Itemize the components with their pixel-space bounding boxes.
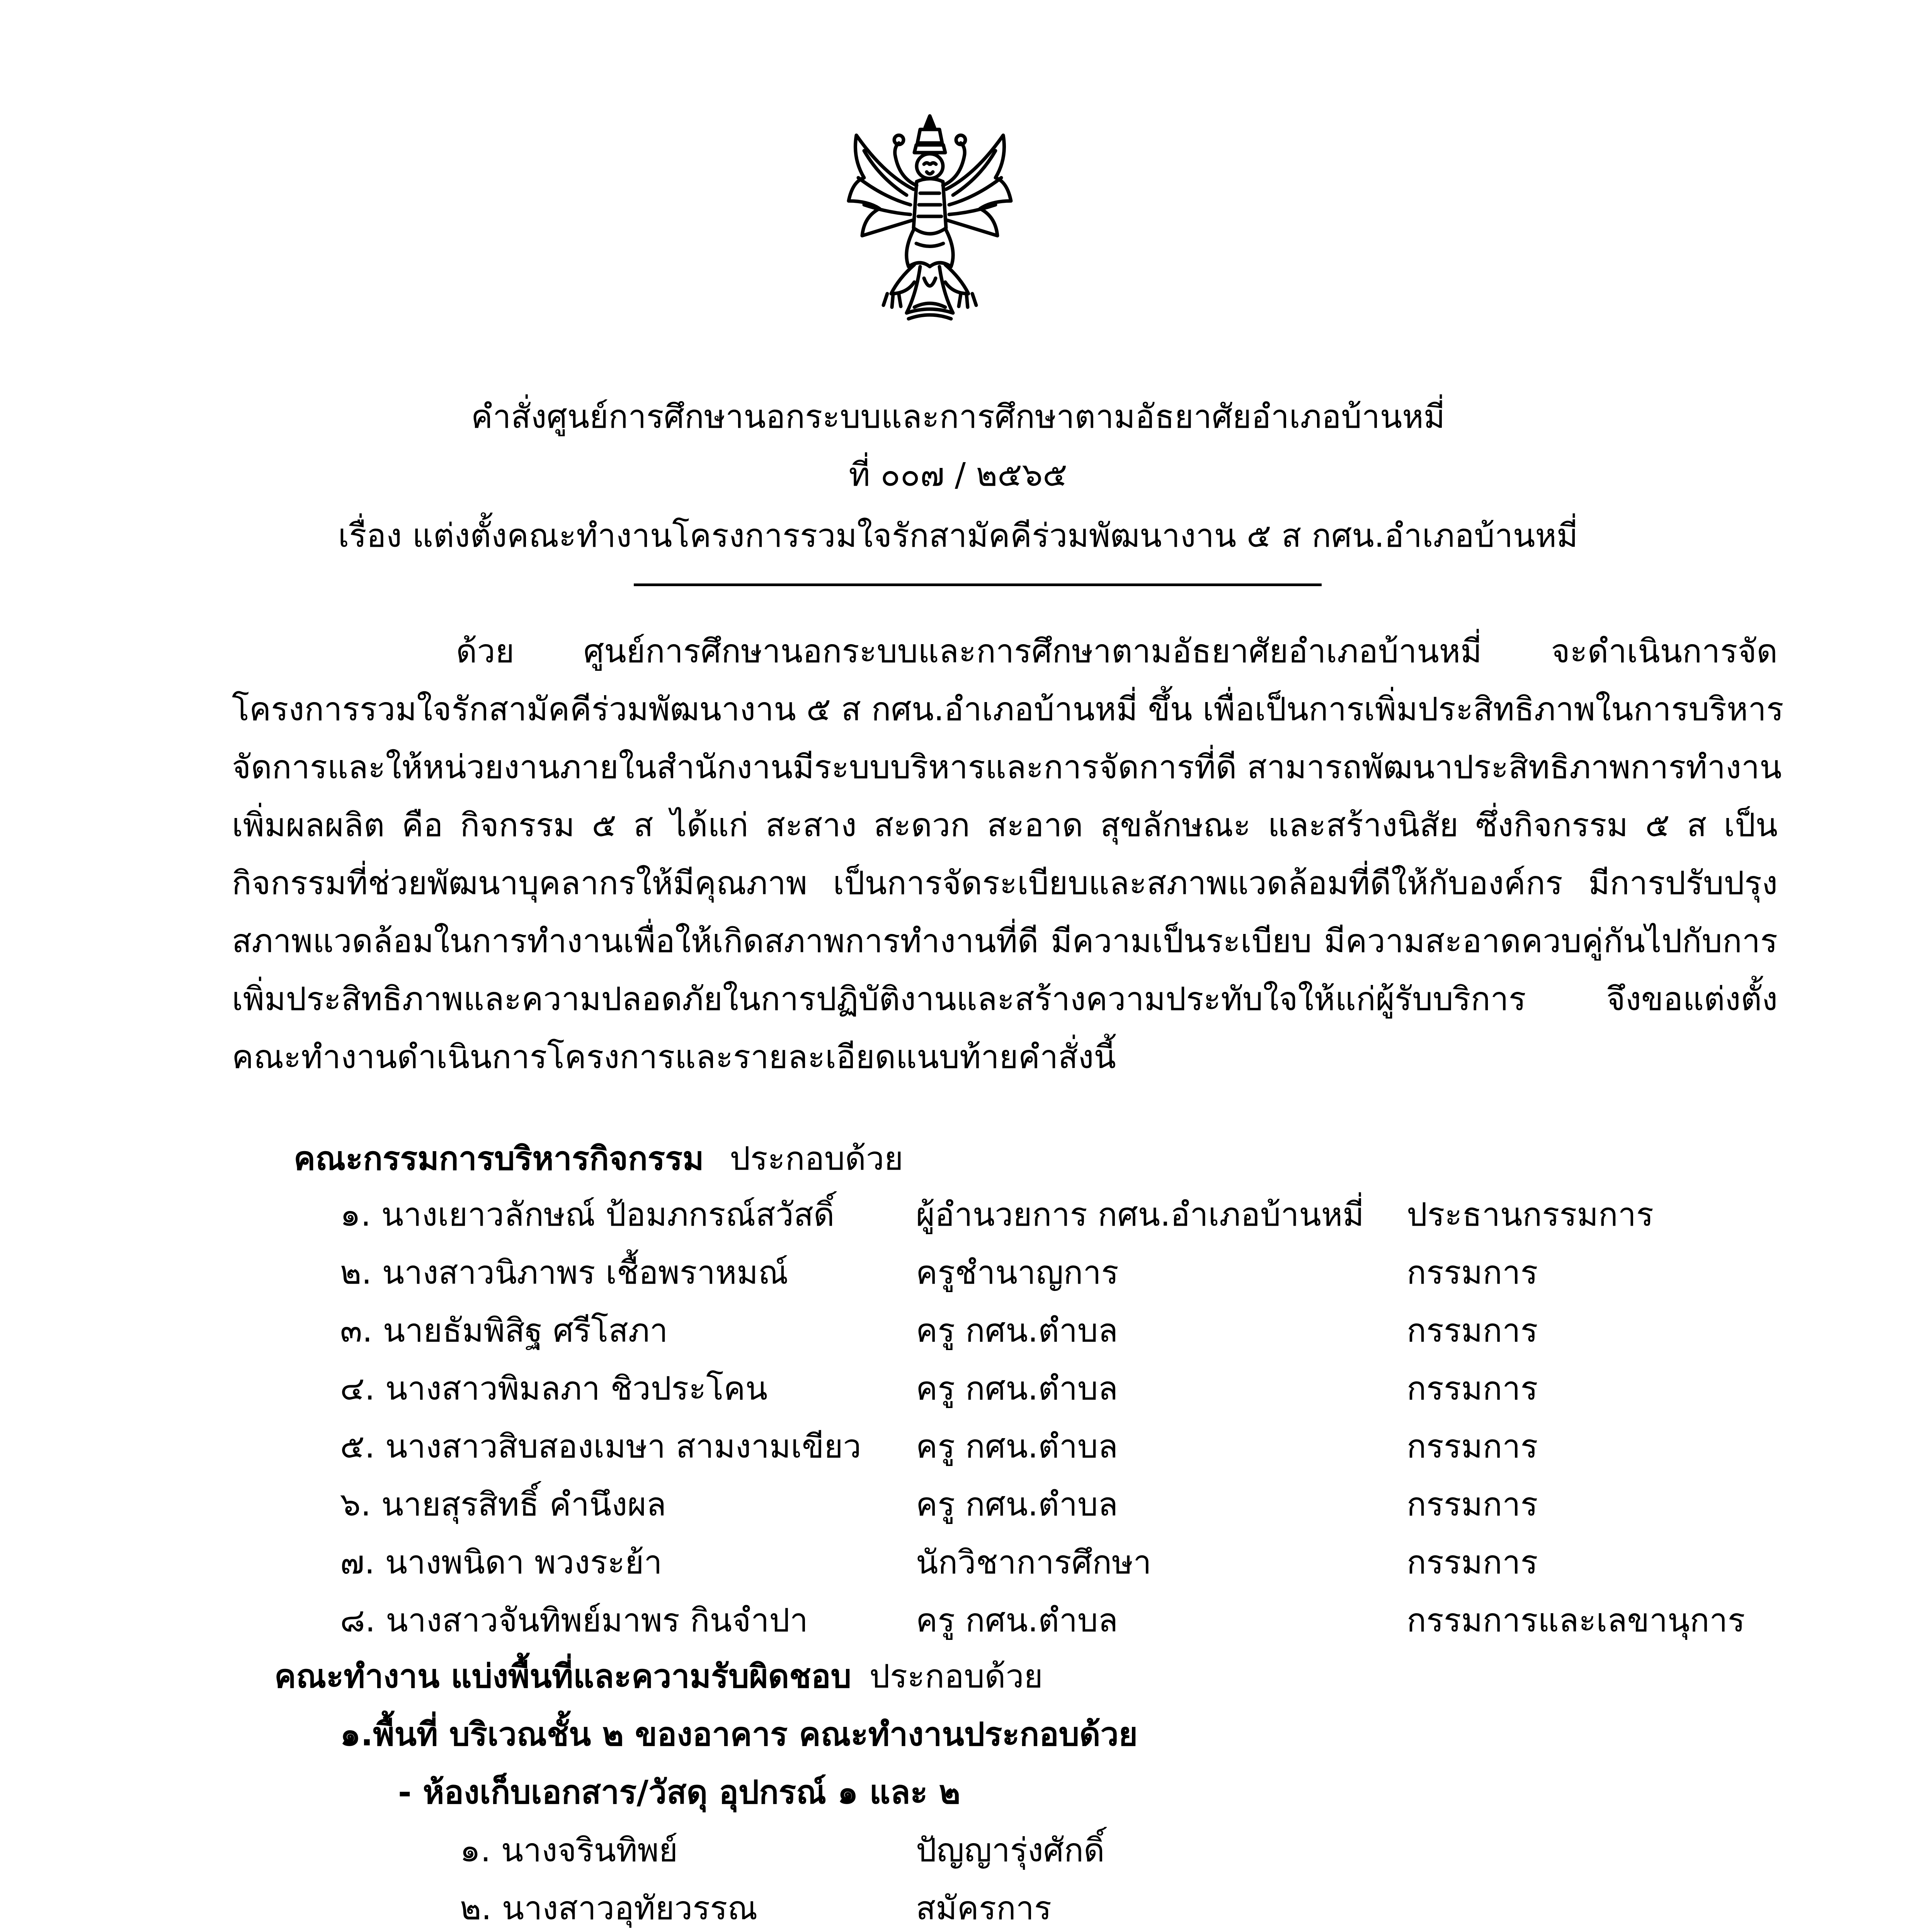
header-divider — [634, 583, 1322, 586]
intro-paragraph — [232, 622, 1784, 1086]
order-number: ที่ ๐๐๗ / ๒๕๖๕ — [849, 456, 1067, 493]
committee-member-name: ๘. นางสาวจันทิพย์มาพร กินจำปา — [340, 1601, 808, 1639]
area1-heading: ๑.พื้นที่ บริเวณชั้น ๒ ของอาคาร คณะทำงานประกอบด้วย — [340, 1715, 1138, 1753]
committee-member-position: นักวิชาการศึกษา — [916, 1543, 1152, 1581]
intro-line: กิจกรรมที่ช่วยพัฒนาบุคลากรให้มีคุณภาพ เป็นการจัดระเบียบและสภาพแวดล้อมที่ดีให้กับองค์กร มีการปรับปรุง — [232, 864, 1778, 902]
committee-member-position: ผู้อำนวยการ กศน.อำเภอบ้านหมี่ — [916, 1196, 1364, 1233]
storage-member-surname: สมัครการ — [916, 1889, 1052, 1927]
storage-member-surname: ปัญญารุ่งศักดิ์ — [916, 1831, 1105, 1869]
intro-line: โครงการรวมใจรักสามัคคีร่วมพัฒนางาน ๕ ส กศน.อำเภอบ้านหมี่ ขึ้น เพื่อเป็นการเพิ่มประสิทธิภาพในการบริหาร — [232, 690, 1784, 728]
storage-member-name: ๑. นางจรินทิพย์ — [460, 1831, 678, 1869]
committee-member-role: กรรมการ — [1407, 1543, 1538, 1581]
committee-member-role: ประธานกรรมการ — [1407, 1196, 1654, 1233]
intro-line: คณะทำงานดำเนินการโครงการและรายละเอียดแนบท้ายคำสั่งนี้ — [232, 1038, 1116, 1076]
order-subject: เรื่อง แต่งตั้งคณะทำงานโครงการรวมใจรักสามัคคีร่วมพัฒนางาน ๕ ส กศน.อำเภอบ้านหมี่ — [338, 517, 1578, 554]
committee-member-position: ครู กศน.ตำบล — [916, 1369, 1118, 1407]
order-title: คำสั่งศูนย์การศึกษานอกระบบและการศึกษาตามอัธยาศัยอำเภอบ้านหมี่ — [471, 398, 1445, 435]
committee-member-position: ครู กศน.ตำบล — [916, 1427, 1118, 1465]
committee-member-role: กรรมการ — [1407, 1253, 1538, 1291]
committee-member-position: ครูชำนาญการ — [916, 1253, 1119, 1291]
committee-member-role: กรรมการ — [1407, 1427, 1538, 1465]
committee-member-name: ๕. นางสาวสิบสองเมษา สามงามเขียว — [340, 1427, 861, 1465]
committee-member-position: ครู กศน.ตำบล — [916, 1485, 1118, 1523]
committee-heading-title: คณะกรรมการบริหารกิจกรรม — [294, 1139, 704, 1177]
intro-line: เพิ่มผลผลิต คือ กิจกรรม ๕ ส ได้แก่ สะสาง สะดวก สะอาด สุขลักษณะ และสร้างนิสัย ซึ่งกิจกรรม ๕ ส เป็น — [232, 806, 1778, 844]
committee-member-name: ๓. นายธัมพิสิฐ ศรีโสภา — [340, 1311, 668, 1349]
committee-member-name: ๒. นางสาวนิภาพร เชื้อพราหมณ์ — [340, 1253, 788, 1291]
storage-room-heading: - ห้องเก็บเอกสาร/วัสดุ อุปกรณ์ ๑ และ ๒ — [398, 1773, 961, 1811]
committee-heading — [294, 1132, 903, 1184]
committee-member-role: กรรมการและเลขานุการ — [1407, 1601, 1745, 1639]
working-group-heading — [274, 1650, 1043, 1702]
intro-line: ด้วย ศูนย์การศึกษานอกระบบและการศึกษาตามอัธยาศัยอำเภอบ้านหมี่ จะดำเนินการจัด — [456, 632, 1778, 670]
garuda-emblem-icon — [841, 112, 1019, 328]
intro-line: สภาพแวดล้อมในการทำงานเพื่อให้เกิดสภาพการทำงานที่ดี มีความเป็นระเบียบ มีความสะอาดควบคู่กันไปกับการ — [232, 922, 1778, 960]
intro-line: จัดการและให้หน่วยงานภายในสำนักงานมีระบบบริหารและการจัดการที่ดี สามารถพัฒนาประสิทธิภาพการทำงาน — [232, 748, 1782, 786]
intro-line: เพิ่มประสิทธิภาพและความปลอดภัยในการปฏิบัติงานและสร้างความประทับใจให้แก่ผู้รับบริการ จึงขอแต่งตั้ง — [232, 980, 1778, 1018]
committee-member-position: ครู กศน.ตำบล — [916, 1601, 1118, 1639]
working-group-heading-title: คณะทำงาน แบ่งพื้นที่และความรับผิดชอบ — [274, 1657, 851, 1695]
committee-member-role: กรรมการ — [1407, 1369, 1538, 1407]
committee-member-role: กรรมการ — [1407, 1311, 1538, 1349]
committee-member-role: กรรมการ — [1407, 1485, 1538, 1523]
committee-heading-suffix: ประกอบด้วย — [730, 1139, 904, 1177]
committee-member-name: ๗. นางพนิดา พวงระย้า — [340, 1543, 662, 1581]
working-group-heading-suffix: ประกอบด้วย — [869, 1657, 1043, 1695]
committee-member-name: ๑. นางเยาวลักษณ์ ป้อมภกรณ์สวัสดิ์ — [340, 1196, 835, 1233]
storage-member-name: ๒. นางสาวอุทัยวรรณ — [460, 1889, 758, 1927]
committee-member-name: ๖. นายสุรสิทธิ์ คำนึงผล — [340, 1485, 667, 1523]
committee-member-name: ๔. นางสาวพิมลภา ชิวประโคน — [340, 1369, 768, 1407]
committee-member-position: ครู กศน.ตำบล — [916, 1311, 1118, 1349]
